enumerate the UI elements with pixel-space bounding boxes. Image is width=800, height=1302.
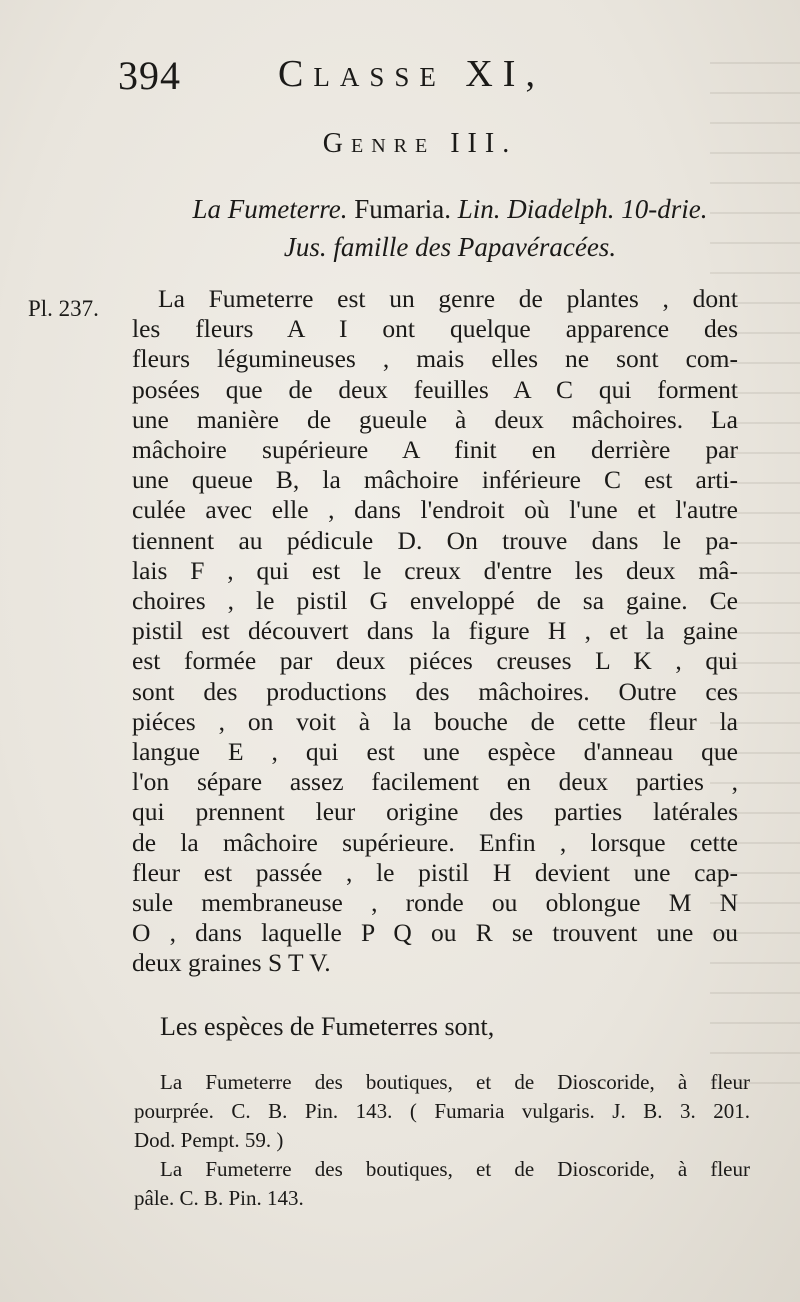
entry-title — [120, 190, 780, 266]
description-paragraph — [132, 284, 738, 979]
text-line: l'on sépare assez facilement en deux parties , — [132, 767, 738, 797]
text-line: une queue B, la mâchoire inférieure C est arti- — [132, 465, 738, 495]
text-line: est formée par deux piéces creuses L K , qui — [132, 646, 738, 676]
text-line: La Fumeterre est un genre de plantes , dont — [158, 284, 738, 313]
species-line: pourprée. C. B. Pin. 143. ( Fumaria vulgaris. J. B. 3. 201. — [134, 1099, 750, 1123]
text-line: sule membraneuse , ronde ou oblongue M N — [132, 888, 738, 918]
text-line: choires , le pistil G enveloppé de sa gaine. Ce — [132, 586, 738, 616]
common-name: La Fumeterre. — [192, 194, 348, 224]
text-line: lais F , qui est le creux d'entre les deux mâ- — [132, 555, 738, 585]
text-line: posées que de deux feuilles A C qui forment — [132, 374, 738, 404]
species-line: La Fumeterre des boutiques, et de Dioscoride, à fleur — [160, 1070, 750, 1094]
family-line: Jus. famille des Papavéracées. — [283, 232, 617, 262]
text-line: piéces , on voit à la bouche de cette fleur la — [132, 706, 738, 736]
text-line: sont des productions des mâchoires. Outre ces — [132, 676, 738, 706]
text-line: fleurs légumineuses , mais elles ne sont com- — [132, 344, 738, 374]
linnaean-class: Lin. Diadelph. 10-drie. — [457, 194, 708, 224]
text-line: de la mâchoire supérieure. Enfin , lorsque cette — [132, 827, 738, 857]
text-line: langue E , qui est une espèce d'anneau que — [132, 737, 738, 767]
latin-name: Fumaria. — [354, 194, 451, 224]
text-line: une manière de gueule à deux mâchoires. La — [132, 404, 738, 434]
genre-heading: Genre III. — [322, 128, 518, 159]
running-head: Classe XI, — [278, 53, 545, 95]
text-line: O , dans laquelle P Q ou R se trouvent une ou — [132, 918, 738, 948]
species-line: pâle. C. B. Pin. 143. — [134, 1186, 304, 1210]
species-heading: Les espèces de Fumeterres sont, — [160, 1012, 495, 1041]
species-line: La Fumeterre des boutiques, et de Dioscoride, à fleur — [160, 1157, 750, 1181]
text-line: mâchoire supérieure A finit en derrière par — [132, 435, 738, 465]
plate-reference: Pl. 237. — [28, 296, 99, 321]
entry-title-line-1 — [120, 190, 780, 228]
text-line: qui prennent leur origine des parties latérales — [132, 797, 738, 827]
text-line: fleur est passée , le pistil H devient une cap- — [132, 857, 738, 887]
species-list — [134, 1068, 750, 1213]
text-line: pistil est découvert dans la figure H , et la gaine — [132, 616, 738, 646]
text-line: tiennent au pédicule D. On trouve dans le pa- — [132, 525, 738, 555]
text-line: deux graines S T V. — [132, 948, 331, 978]
species-line: Dod. Pempt. 59. ) — [134, 1128, 284, 1152]
text-line: les fleurs A I ont quelque apparence des — [132, 314, 738, 344]
page-header — [118, 52, 678, 102]
page-number: 394 — [118, 53, 181, 98]
text-line: culée avec elle , dans l'endroit où l'une et l'autre — [132, 495, 738, 525]
